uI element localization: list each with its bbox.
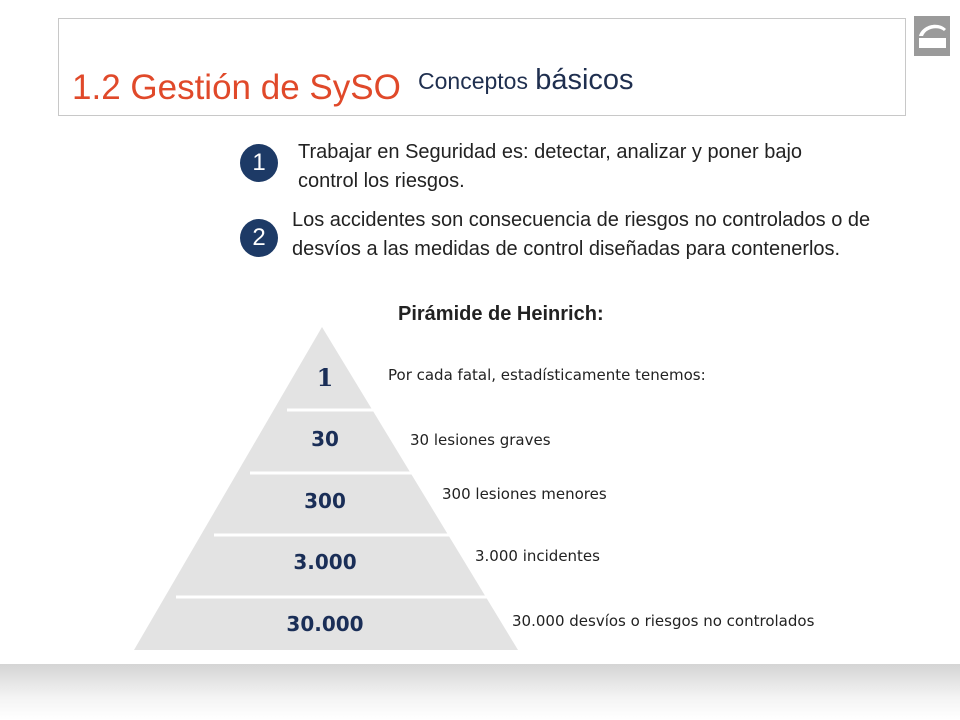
point-number-2: 2 <box>240 219 278 257</box>
pyramid-level-3-value: 300 <box>304 489 346 513</box>
pyramid-level-4-value: 3.000 <box>293 550 357 574</box>
point-text-2: Los accidentes son consecuencia de riesgos no controlados o de desvíos a las medidas de control diseñadas para contenerlos. <box>292 209 871 260</box>
footer-bar <box>0 664 960 720</box>
pyramid-level-1-description: Por cada fatal, estadísticamente tenemos: <box>388 366 706 384</box>
subtitle-word-1: Conceptos <box>418 68 528 94</box>
pyramid-level-4-description: 3.000 incidentes <box>475 547 600 565</box>
slide-title: 1.2 Gestión de SySO <box>72 68 401 107</box>
subtitle-word-2: básicos <box>535 64 634 96</box>
point-number-1: 1 <box>240 144 278 182</box>
pyramid-level-1-value: 1 <box>316 363 334 392</box>
pyramid-level-5-description: 30.000 desvíos o riesgos no controlados <box>512 612 815 630</box>
pyramid-level-3-description: 300 lesiones menores <box>442 485 607 503</box>
point-text-1: Trabajar en Seguridad es: detectar, analizar y poner bajo control los riesgos. <box>298 141 803 192</box>
pyramid-level-2-description: 30 lesiones graves <box>410 431 551 449</box>
pyramid-title: Pirámide de Heinrich: <box>398 303 604 325</box>
pyramid-level-5-value: 30.000 <box>286 612 364 636</box>
pyramid-level-2-value: 30 <box>311 427 339 451</box>
